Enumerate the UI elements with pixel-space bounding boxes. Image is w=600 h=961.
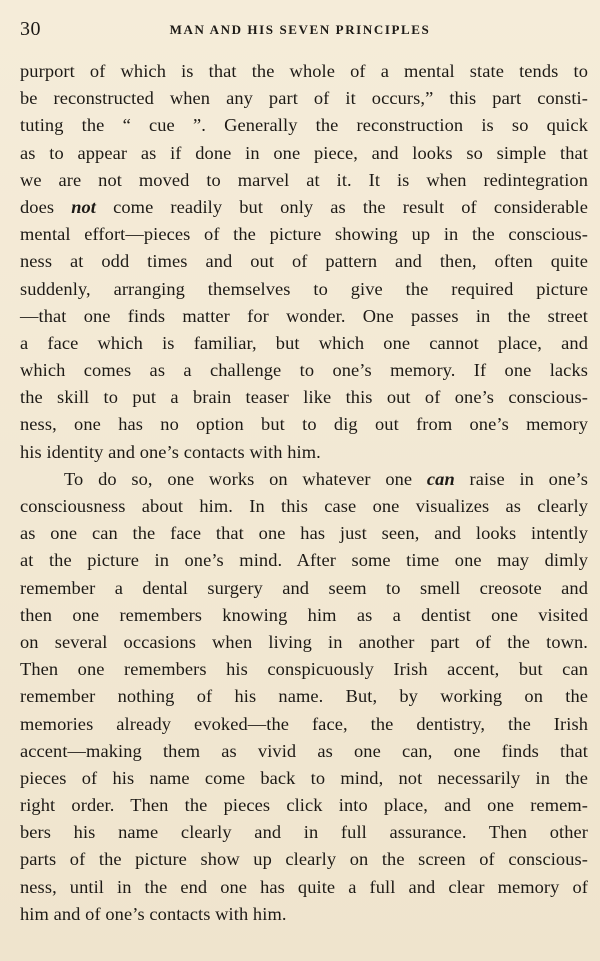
page-number: 30 <box>20 18 41 40</box>
text-line-with-emphasis <box>20 194 588 221</box>
text-line: purport of which is that the whole of a mental state tends to <box>20 61 588 81</box>
text-line: memories already evoked—the face, the dentistry, the Irish <box>20 713 588 734</box>
text-line: tuting the “ cue ”. Generally the reconstruction is so quick <box>20 115 588 136</box>
text-line: accent—making them as vivid as one can, one finds that <box>20 740 588 761</box>
paragraph-2 <box>20 466 588 928</box>
text-line: we are not moved to marvel at it. It is when redintegration <box>20 169 588 190</box>
text-line: —that one finds matter for wonder. One passes in the street <box>20 305 588 326</box>
body-text <box>20 58 588 928</box>
emphasized-word: not <box>71 196 97 217</box>
text-line: as one can the face that one has just seen, and looks intently <box>20 523 588 544</box>
text-line: a face which is familiar, but which one cannot place, and <box>20 332 588 353</box>
text-line-with-emphasis <box>20 466 588 493</box>
text-line: which comes as a challenge to one’s memory. If one lacks <box>20 360 588 381</box>
running-head: MAN AND HIS SEVEN PRINCIPLES <box>169 22 431 37</box>
text-fragment: does <box>20 196 72 217</box>
text-line: parts of the picture show up clearly on the screen of conscious- <box>20 849 588 870</box>
text-line: his identity and one’s contacts with him. <box>20 441 321 462</box>
paragraph-1 <box>20 58 588 466</box>
text-line: Then one remembers his conspicuously Irish accent, but can <box>20 659 588 680</box>
text-line: be reconstructed when any part of it occurs,” this part consti- <box>20 88 588 109</box>
text-fragment: raise in one’s <box>454 468 588 489</box>
text-fragment: come readily but only as the result of considerable <box>96 196 588 217</box>
text-line: ness, one has no option but to dig out from one’s memory <box>20 414 588 435</box>
text-line: pieces of his name come back to mind, not necessarily in the <box>20 767 588 788</box>
text-line: consciousness about him. In this case one visualizes as clearly <box>20 496 588 516</box>
text-line: him and of one’s contacts with him. <box>20 903 287 924</box>
text-fragment: To do so, one works on whatever one <box>64 468 427 489</box>
text-line: bers his name clearly and in full assurance. Then other <box>20 822 588 843</box>
text-line: ness at odd times and out of pattern and then, often quite <box>20 251 588 272</box>
text-line: remember a dental surgery and seem to smell creosote and <box>20 577 588 598</box>
emphasized-word: can <box>426 468 455 489</box>
text-line: suddenly, arranging themselves to give the required picture <box>20 278 588 299</box>
text-line: mental effort—pieces of the picture showing up in the conscious- <box>20 224 588 245</box>
text-line: at the picture in one’s mind. After some time one may dimly <box>20 550 588 571</box>
text-line: remember nothing of his name. But, by working on the <box>20 686 588 707</box>
text-line: the skill to put a brain teaser like this out of one’s conscious- <box>20 387 588 408</box>
text-line: right order. Then the pieces click into place, and one remem- <box>20 795 588 816</box>
text-line: ness, until in the end one has quite a full and clear memory of <box>20 876 588 897</box>
text-line: then one remembers knowing him as a dentist one visited <box>20 604 588 625</box>
text-line: on several occasions when living in another part of the town. <box>20 631 588 652</box>
page-header <box>20 16 580 42</box>
text-line: as to appear as if done in one piece, and looks so simple that <box>20 142 588 163</box>
